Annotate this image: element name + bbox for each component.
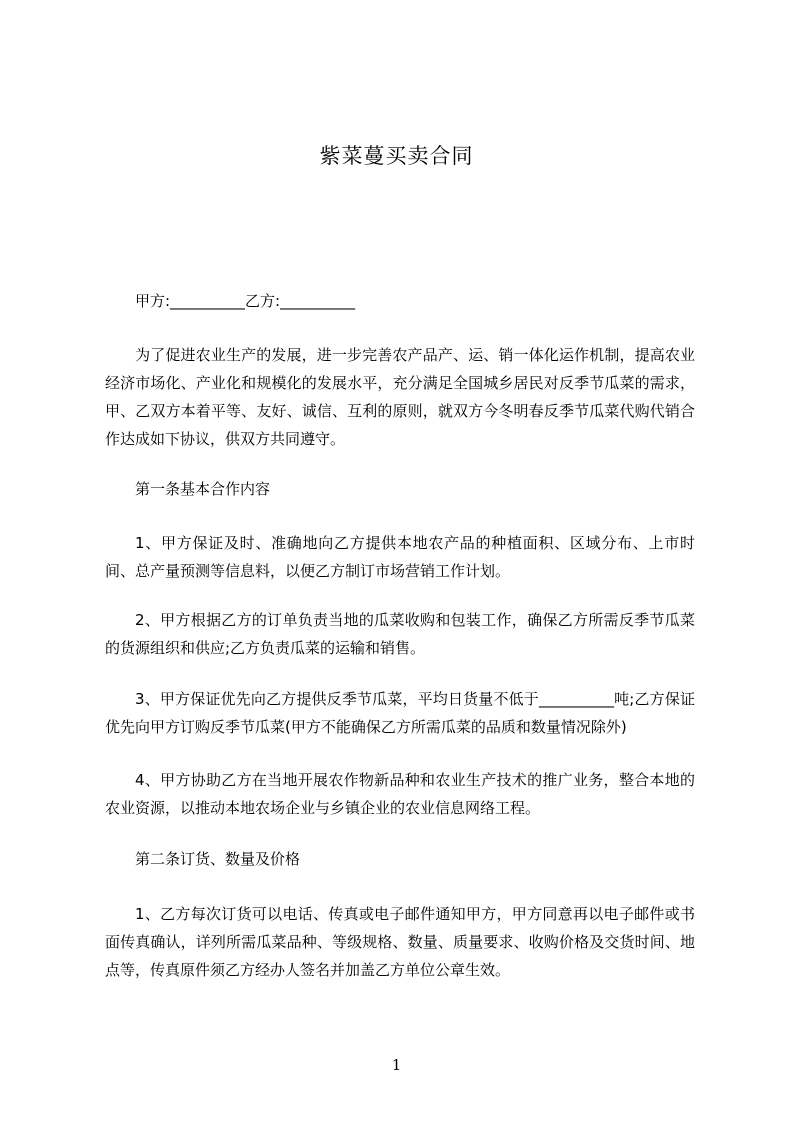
article-1-item-3 [105,685,695,741]
article-1-item-1-text: 1、甲方保证及时、准确地向乙方提供本地农产品的种植面积、区域分布、上市时间、总产量预测等信息料，以便乙方制订市场营销工作计划。 [105,534,695,580]
article-1-item-1 [105,529,695,585]
parties-line: 甲方:__________乙方:__________ [135,292,356,310]
article-1-item-4-text: 4、甲方协助乙方在当地开展农作物新品种和农业生产技术的推广业务，整合本地的农业资源，以推动本地农场企业与乡镇企业的农业信息网络工程。 [105,771,695,817]
article-1-item-2-text: 2、甲方根据乙方的订单负责当地的瓜菜收购和包装工作，确保乙方所需反季节瓜菜的货源组织和供应;乙方负责瓜菜的运输和销售。 [105,611,695,657]
article-2-item-1-text: 1、乙方每次订货可以电话、传真或电子邮件通知甲方，甲方同意再以电子邮件或书面传真确认，详列所需瓜菜品种、等级规格、数量、质量要求、收购价格及交货时间、地点等，传真原件须乙方经办人签名并加盖乙方单位公章生效。 [105,905,695,979]
page-number: 1 [391,1056,402,1074]
article-1-item-3-text: 3、甲方保证优先向乙方提供反季节瓜菜，平均日货量不低于__________吨;乙方保证优先向甲方订购反季节瓜菜(甲方不能确保乙方所需瓜菜的品质和数量情况除外) [105,690,695,736]
article-1-item-4 [105,766,695,822]
article-2-heading: 第二条订货、数量及价格 [135,850,301,868]
article-1-heading: 第一条基本合作内容 [135,480,271,498]
article-1-item-2 [105,606,695,662]
intro-paragraph [105,341,695,453]
article-2-item-1 [105,900,695,984]
document-title: 紫菜蔓买卖合同 [319,144,474,168]
intro-text: 为了促进农业生产的发展，进一步完善农产品产、运、销一体化运作机制，提高农业经济市场化、产业化和规模化的发展水平，充分满足全国城乡居民对反季节瓜菜的需求，甲、乙双方本着平等、友好、诚信、互利的原则，就双方今冬明春反季节瓜菜代购代销合作达成如下协议，供双方共同遵守。 [105,346,695,448]
